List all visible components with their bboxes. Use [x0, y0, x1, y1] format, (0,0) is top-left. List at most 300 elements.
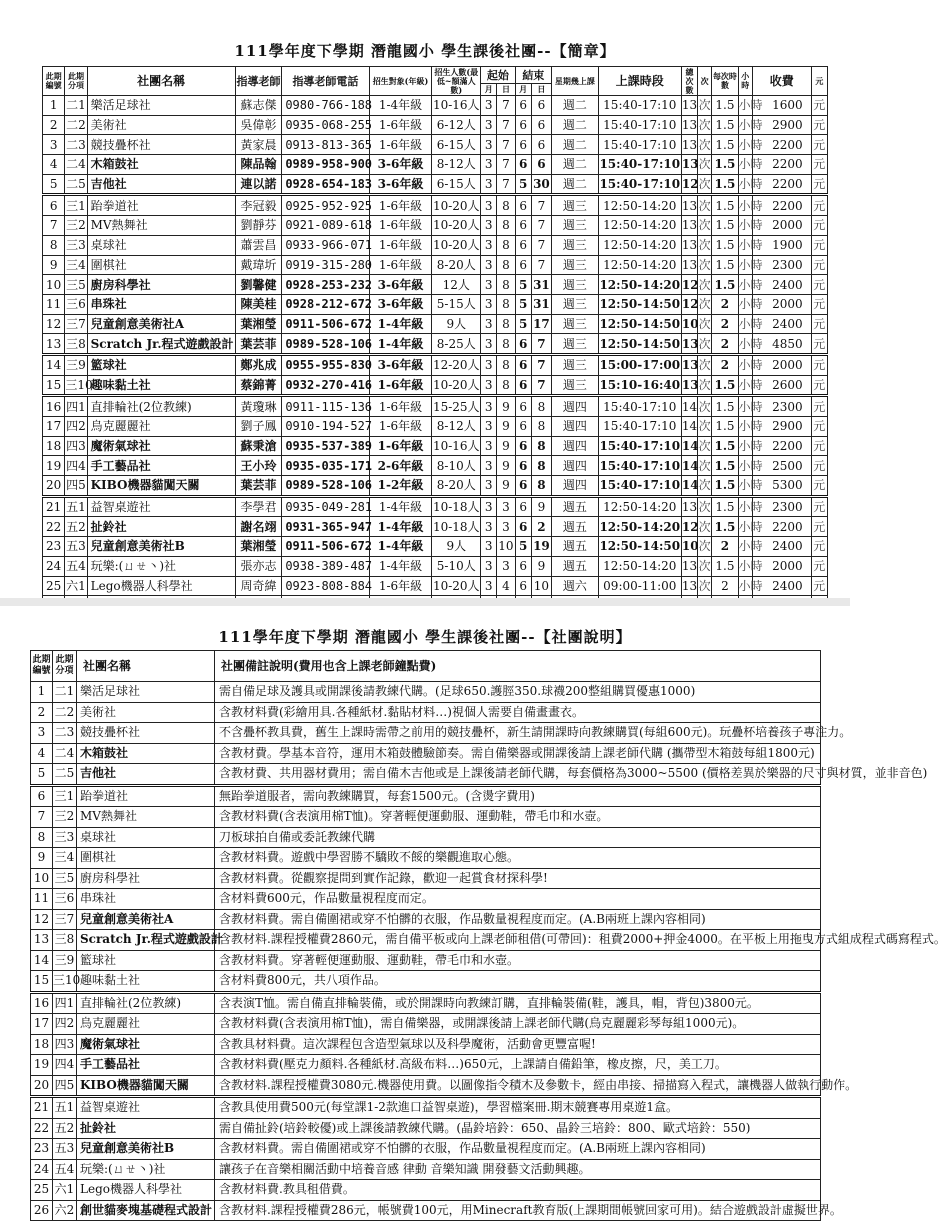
club-remark: 刀板球拍自備或委託教練代購: [215, 827, 821, 848]
start-day: 9: [497, 436, 515, 456]
club-name: MV熱舞社: [87, 216, 235, 236]
start-day: 8: [497, 216, 515, 236]
table-row: [31, 785, 821, 807]
club-name: 兒童創意美術社B: [87, 537, 235, 557]
row-number: 22: [43, 517, 65, 537]
club-name: 籃球社: [77, 950, 215, 971]
time-slot: 12:50-14:20: [598, 235, 681, 255]
teacher-phone: 0989-528-106: [282, 334, 369, 355]
row-code: 三5: [53, 868, 77, 889]
fee-amount: 2200: [752, 135, 811, 155]
schedule-rows: [43, 96, 828, 617]
header-end-day: 日: [531, 84, 551, 96]
end-month: 6: [515, 576, 531, 596]
club-name: 串珠社: [87, 294, 235, 314]
row-number: 16: [43, 396, 65, 417]
end-month: 6: [515, 235, 531, 255]
club-name: 圍棋社: [87, 255, 235, 275]
time-slot: 15:40-17:10: [598, 476, 681, 497]
fee-amount: 2300: [752, 396, 811, 417]
weekday: 週四: [552, 417, 599, 437]
table-row: [31, 1075, 821, 1097]
club-remark: 含教材費。學基本音符，運用木箱鼓體驗節奏。需自備樂器或開課後請上課老師代購 (攜帶型木箱鼓每組1800元): [215, 743, 821, 764]
fee-amount: 2400: [752, 314, 811, 334]
grade-range: 1-6年級: [369, 417, 432, 437]
row-code: 三9: [65, 354, 87, 375]
weekday: 週三: [552, 275, 599, 295]
club-name: 籃球社: [87, 354, 235, 375]
club-name: 玩樂:(ㄩㄝ丶)社: [87, 556, 235, 576]
start-day: 8: [497, 375, 515, 396]
club-remark: 含表演T恤。需自備直排輪裝備，或於開課時向教練訂購，直排輪裝備(鞋，護具，帽，背包)3800元。: [215, 992, 821, 1014]
end-month: 6: [515, 135, 531, 155]
teacher-phone: 0925-952-925: [282, 195, 369, 216]
header-weekday: 星期幾上課: [552, 67, 599, 96]
teacher-phone: 0910-194-527: [282, 417, 369, 437]
table-row: [43, 476, 828, 497]
end-day: 8: [531, 476, 551, 497]
hours-unit: 小時: [738, 195, 752, 216]
weekday: 週四: [552, 476, 599, 497]
row-number: 26: [31, 1200, 53, 1221]
start-month: 3: [481, 436, 497, 456]
start-month: 3: [481, 417, 497, 437]
start-day: 7: [497, 96, 515, 116]
end-month: 6: [515, 375, 531, 396]
row-code: 四2: [53, 1014, 77, 1035]
row-number: 2: [31, 702, 53, 723]
club-name: 木箱鼓社: [87, 155, 235, 175]
count-unit: 次: [698, 496, 712, 517]
fee-unit: 元: [811, 96, 827, 116]
weekday: 週四: [552, 436, 599, 456]
session-count: 13: [681, 195, 697, 216]
row-code: 二2: [53, 702, 77, 723]
count-unit: 次: [698, 537, 712, 557]
start-month: 3: [481, 216, 497, 236]
header-start: 起始: [481, 67, 515, 84]
end-day: 6: [531, 135, 551, 155]
fee-unit: 元: [811, 255, 827, 275]
weekday: 週二: [552, 115, 599, 135]
row-code: 三7: [53, 909, 77, 930]
row-number: 11: [43, 294, 65, 314]
session-count: 13: [681, 216, 697, 236]
time-slot: 15:40-17:10: [598, 155, 681, 175]
table-row: [43, 294, 828, 314]
session-count: 13: [681, 496, 697, 517]
fee-unit: 元: [811, 436, 827, 456]
table-row: [31, 1034, 821, 1055]
hours-per-session: 2: [712, 576, 738, 596]
enrollment-quota: 10-20人: [432, 216, 481, 236]
row-code: 三1: [53, 785, 77, 807]
fee-amount: 2900: [752, 115, 811, 135]
club-name: 直排輪社(2位教練): [87, 396, 235, 417]
count-unit: 次: [698, 275, 712, 295]
fee-unit: 元: [811, 517, 827, 537]
count-unit: 次: [698, 96, 712, 116]
club-name: 兒童創意美術社B: [77, 1139, 215, 1160]
start-month: 3: [481, 255, 497, 275]
row-number: 12: [31, 909, 53, 930]
end-day: 19: [531, 537, 551, 557]
club-remark: 不含疊杯教具費，舊生上課時需帶之前用的競技疊杯，新生請開課時向教練購買(每組600元)。玩疊杯培養孩子專注力。: [215, 723, 821, 744]
table-row: [43, 396, 828, 417]
grade-range: 1-6年級: [369, 255, 432, 275]
club-remark: 需自備扯鈴(培鈴較優)或上課後請教練代購。(晶鈴培鈴：650、晶鈴三培鈴：800、歐式培鈴：550): [215, 1118, 821, 1139]
teacher-name: 黃瓊琳: [235, 396, 282, 417]
row-number: 19: [31, 1055, 53, 1076]
time-slot: 15:40-17:10: [598, 417, 681, 437]
enrollment-quota: 10-20人: [432, 576, 481, 596]
end-month: 6: [515, 354, 531, 375]
end-day: 7: [531, 255, 551, 275]
hours-unit: 小時: [738, 115, 752, 135]
fee-unit: 元: [811, 396, 827, 417]
header-total: 總次數: [681, 67, 697, 96]
end-month: 6: [515, 396, 531, 417]
hours-unit: 小時: [738, 417, 752, 437]
row-code: 二3: [65, 135, 87, 155]
hours-unit: 小時: [738, 314, 752, 334]
teacher-phone: 0928-654-183: [282, 174, 369, 195]
table-row: [31, 930, 821, 951]
time-slot: 12:50-14:20: [598, 496, 681, 517]
start-day: 8: [497, 294, 515, 314]
end-day: 30: [531, 174, 551, 195]
fee-unit: 元: [811, 235, 827, 255]
table-row: [43, 375, 828, 396]
end-month: 6: [515, 456, 531, 476]
teacher-name: 蘇志傑: [235, 96, 282, 116]
table-row: [31, 909, 821, 930]
fee-amount: 4850: [752, 334, 811, 355]
header-time: 上課時段: [598, 67, 681, 96]
teacher-name: 蘇秉滄: [235, 436, 282, 456]
start-day: 3: [497, 517, 515, 537]
teacher-phone: 0919-315-280: [282, 255, 369, 275]
header-grade: 招生對象(年級): [369, 67, 432, 96]
grade-range: 1-6年級: [369, 436, 432, 456]
row-number: 5: [31, 764, 53, 786]
row-number: 6: [31, 785, 53, 807]
weekday: 週二: [552, 174, 599, 195]
end-day: 31: [531, 275, 551, 295]
club-name: 樂活足球社: [87, 96, 235, 116]
teacher-phone: 0989-958-900: [282, 155, 369, 175]
table-row: [31, 1097, 821, 1119]
club-name: 競技疊杯社: [77, 723, 215, 744]
table-row: [31, 889, 821, 910]
count-unit: 次: [698, 216, 712, 236]
weekday: 週三: [552, 354, 599, 375]
club-name: 跆拳道社: [77, 785, 215, 807]
row-code: 二4: [53, 743, 77, 764]
start-month: 3: [481, 476, 497, 497]
row-number: 23: [31, 1139, 53, 1160]
teacher-name: 周奇緯: [235, 576, 282, 596]
table-row: [43, 354, 828, 375]
teacher-name: 蕭雲昌: [235, 235, 282, 255]
club-remark: 需自備足球及護具或開課後請教練代購。(足球650.護脛350.球襪200整組購買優惠1000): [215, 682, 821, 703]
weekday: 週三: [552, 294, 599, 314]
count-unit: 次: [698, 115, 712, 135]
table-row: [31, 743, 821, 764]
enrollment-quota: 6-12人: [432, 115, 481, 135]
club-name: 兒童創意美術社A: [77, 909, 215, 930]
end-month: 6: [515, 115, 531, 135]
notes-header-remark: 社團備註說明(費用也含上課老師鐘點費): [215, 651, 821, 682]
start-day: 7: [497, 155, 515, 175]
header-end-month: 月: [515, 84, 531, 96]
header-hunit: 小時: [738, 67, 752, 96]
fee-amount: 2200: [752, 195, 811, 216]
weekday: 週二: [552, 96, 599, 116]
table-row: [43, 96, 828, 116]
count-unit: 次: [698, 396, 712, 417]
hours-per-session: 1.5: [712, 375, 738, 396]
hours-unit: 小時: [738, 216, 752, 236]
teacher-phone: 0911-506-672: [282, 537, 369, 557]
start-month: 3: [481, 275, 497, 295]
session-count: 13: [681, 375, 697, 396]
table-row: [43, 417, 828, 437]
hours-unit: 小時: [738, 436, 752, 456]
count-unit: 次: [698, 255, 712, 275]
time-slot: 12:50-14:50: [598, 334, 681, 355]
row-code: 二3: [53, 723, 77, 744]
end-month: 6: [515, 436, 531, 456]
club-name: 木箱鼓社: [77, 743, 215, 764]
weekday: 週三: [552, 375, 599, 396]
teacher-name: 劉馨健: [235, 275, 282, 295]
end-month: 5: [515, 275, 531, 295]
row-number: 3: [43, 135, 65, 155]
row-code: 三4: [65, 255, 87, 275]
enrollment-quota: 10-20人: [432, 235, 481, 255]
time-slot: 12:50-14:50: [598, 294, 681, 314]
enrollment-quota: 9人: [432, 314, 481, 334]
row-code: 五2: [65, 517, 87, 537]
time-slot: 12:50-14:50: [598, 537, 681, 557]
start-month: 3: [481, 496, 497, 517]
hours-per-session: 1.5: [712, 496, 738, 517]
end-month: 6: [515, 517, 531, 537]
session-count: 14: [681, 456, 697, 476]
end-day: 6: [531, 115, 551, 135]
row-code: 三7: [65, 314, 87, 334]
club-name: 魔術氣球社: [87, 436, 235, 456]
fee-unit: 元: [811, 334, 827, 355]
enrollment-quota: 5-15人: [432, 294, 481, 314]
grade-range: 1-4年級: [369, 334, 432, 355]
row-code: 四3: [53, 1034, 77, 1055]
table-row: [43, 255, 828, 275]
table-row: [43, 195, 828, 216]
hours-per-session: 1.5: [712, 255, 738, 275]
row-number: 21: [31, 1097, 53, 1119]
weekday: 週五: [552, 537, 599, 557]
row-code: 二5: [53, 764, 77, 786]
time-slot: 15:40-17:10: [598, 115, 681, 135]
hours-unit: 小時: [738, 576, 752, 596]
schedule-page: [0, 0, 850, 600]
teacher-phone: 0935-035-171: [282, 456, 369, 476]
grade-range: 1-4年級: [369, 537, 432, 557]
table-row: [43, 556, 828, 576]
fee-unit: 元: [811, 576, 827, 596]
header-phone: 指導老師電話: [282, 67, 369, 96]
teacher-phone: 0989-528-106: [282, 476, 369, 497]
table-row: [43, 496, 828, 517]
fee-amount: 2000: [752, 556, 811, 576]
session-count: 13: [681, 334, 697, 355]
fee-amount: 2900: [752, 417, 811, 437]
fee-unit: 元: [811, 537, 827, 557]
hours-unit: 小時: [738, 496, 752, 517]
session-count: 14: [681, 417, 697, 437]
enrollment-quota: 9人: [432, 537, 481, 557]
club-name: Lego機器人科學社: [77, 1180, 215, 1201]
end-day: 8: [531, 456, 551, 476]
hours-per-session: 1.5: [712, 556, 738, 576]
hours-per-session: 1.5: [712, 476, 738, 497]
teacher-name: 黃家晨: [235, 135, 282, 155]
hours-per-session: 1.5: [712, 174, 738, 195]
table-row: [31, 1180, 821, 1201]
row-code: 六1: [53, 1180, 77, 1201]
enrollment-quota: 10-16人: [432, 436, 481, 456]
end-month: 6: [515, 255, 531, 275]
start-day: 10: [497, 537, 515, 557]
hours-per-session: 1.5: [712, 456, 738, 476]
grade-range: 1-4年級: [369, 314, 432, 334]
row-code: 六2: [53, 1200, 77, 1221]
row-number: 10: [43, 275, 65, 295]
club-name: 圍棋社: [77, 848, 215, 869]
teacher-name: 鄭兆成: [235, 354, 282, 375]
row-code: 四4: [65, 456, 87, 476]
fee-amount: 2400: [752, 576, 811, 596]
club-remark: 含教材料.課程授權費3080元.機器使用費。以圖像指令積木及參數卡，經由串接、掃描寫入程式，讓機器人做執行動作。: [215, 1075, 821, 1097]
grade-range: 1-6年級: [369, 396, 432, 417]
teacher-phone: 0935-537-389: [282, 436, 369, 456]
row-number: 1: [43, 96, 65, 116]
enrollment-quota: 10-18人: [432, 496, 481, 517]
end-month: 6: [515, 334, 531, 355]
teacher-phone: 0938-389-487: [282, 556, 369, 576]
row-code: 五4: [53, 1159, 77, 1180]
teacher-phone: 0913-813-365: [282, 135, 369, 155]
row-code: 三1: [65, 195, 87, 216]
start-day: 8: [497, 354, 515, 375]
club-name: 廚房科學社: [87, 275, 235, 295]
row-number: 17: [31, 1014, 53, 1035]
hours-unit: 小時: [738, 255, 752, 275]
hours-unit: 小時: [738, 556, 752, 576]
end-month: 6: [515, 417, 531, 437]
row-code: 三4: [53, 848, 77, 869]
count-unit: 次: [698, 456, 712, 476]
hours-unit: 小時: [738, 174, 752, 195]
teacher-name: 陳美桂: [235, 294, 282, 314]
fee-amount: 2200: [752, 174, 811, 195]
fee-unit: 元: [811, 275, 827, 295]
start-month: 3: [481, 576, 497, 596]
table-row: [31, 682, 821, 703]
row-code: 三6: [53, 889, 77, 910]
start-day: 4: [497, 576, 515, 596]
enrollment-quota: 10-20人: [432, 375, 481, 396]
enrollment-quota: 6-15人: [432, 174, 481, 195]
fee-amount: 2400: [752, 537, 811, 557]
club-name: 手工藝品社: [77, 1055, 215, 1076]
fee-amount: 1600: [752, 96, 811, 116]
row-number: 13: [43, 334, 65, 355]
header-hours: 每次時數: [712, 67, 738, 96]
club-remark: 含教材料費(彩繪用具.各種紙材.黏貼材料…)視個人需要自備畫畫衣。: [215, 702, 821, 723]
weekday: 週四: [552, 456, 599, 476]
start-day: 9: [497, 456, 515, 476]
row-number: 8: [43, 235, 65, 255]
schedule-table: [42, 66, 828, 618]
club-name: KIBO機器貓闖天關: [77, 1075, 215, 1097]
grade-range: 3-6年級: [369, 275, 432, 295]
start-month: 3: [481, 235, 497, 255]
grade-range: 3-6年級: [369, 294, 432, 314]
end-day: 7: [531, 375, 551, 396]
session-count: 13: [681, 135, 697, 155]
row-code: 二1: [53, 682, 77, 703]
club-name: 吉他社: [77, 764, 215, 786]
count-unit: 次: [698, 556, 712, 576]
hours-unit: 小時: [738, 375, 752, 396]
row-code: 五1: [53, 1097, 77, 1119]
table-row: [31, 807, 821, 828]
row-code: 五1: [65, 496, 87, 517]
teacher-name: 葉湘瑩: [235, 537, 282, 557]
table-row: [31, 723, 821, 744]
club-name: KIBO機器貓闖天關: [87, 476, 235, 497]
club-remark: 含教具材料費。這次課程包含造型氣球以及科學魔術，活動會更豐富喔!: [215, 1034, 821, 1055]
table-row: [31, 1159, 821, 1180]
weekday: 週五: [552, 496, 599, 517]
teacher-phone: 0931-365-947: [282, 517, 369, 537]
fee-unit: 元: [811, 135, 827, 155]
count-unit: 次: [698, 517, 712, 537]
time-slot: 15:40-17:10: [598, 174, 681, 195]
grade-range: 1-6年級: [369, 115, 432, 135]
fee-amount: 2200: [752, 517, 811, 537]
end-month: 6: [515, 556, 531, 576]
session-count: 13: [681, 115, 697, 135]
teacher-phone: 0933-966-071: [282, 235, 369, 255]
row-code: 三2: [53, 807, 77, 828]
row-code: 四2: [65, 417, 87, 437]
row-code: 三8: [53, 930, 77, 951]
fee-amount: 2200: [752, 436, 811, 456]
teacher-name: 李冠毅: [235, 195, 282, 216]
row-code: 四1: [65, 396, 87, 417]
table-row: [31, 992, 821, 1014]
session-count: 10: [681, 537, 697, 557]
row-number: 12: [43, 314, 65, 334]
weekday: 週三: [552, 195, 599, 216]
weekday: 週五: [552, 517, 599, 537]
time-slot: 12:50-14:20: [598, 517, 681, 537]
row-number: 24: [31, 1159, 53, 1180]
